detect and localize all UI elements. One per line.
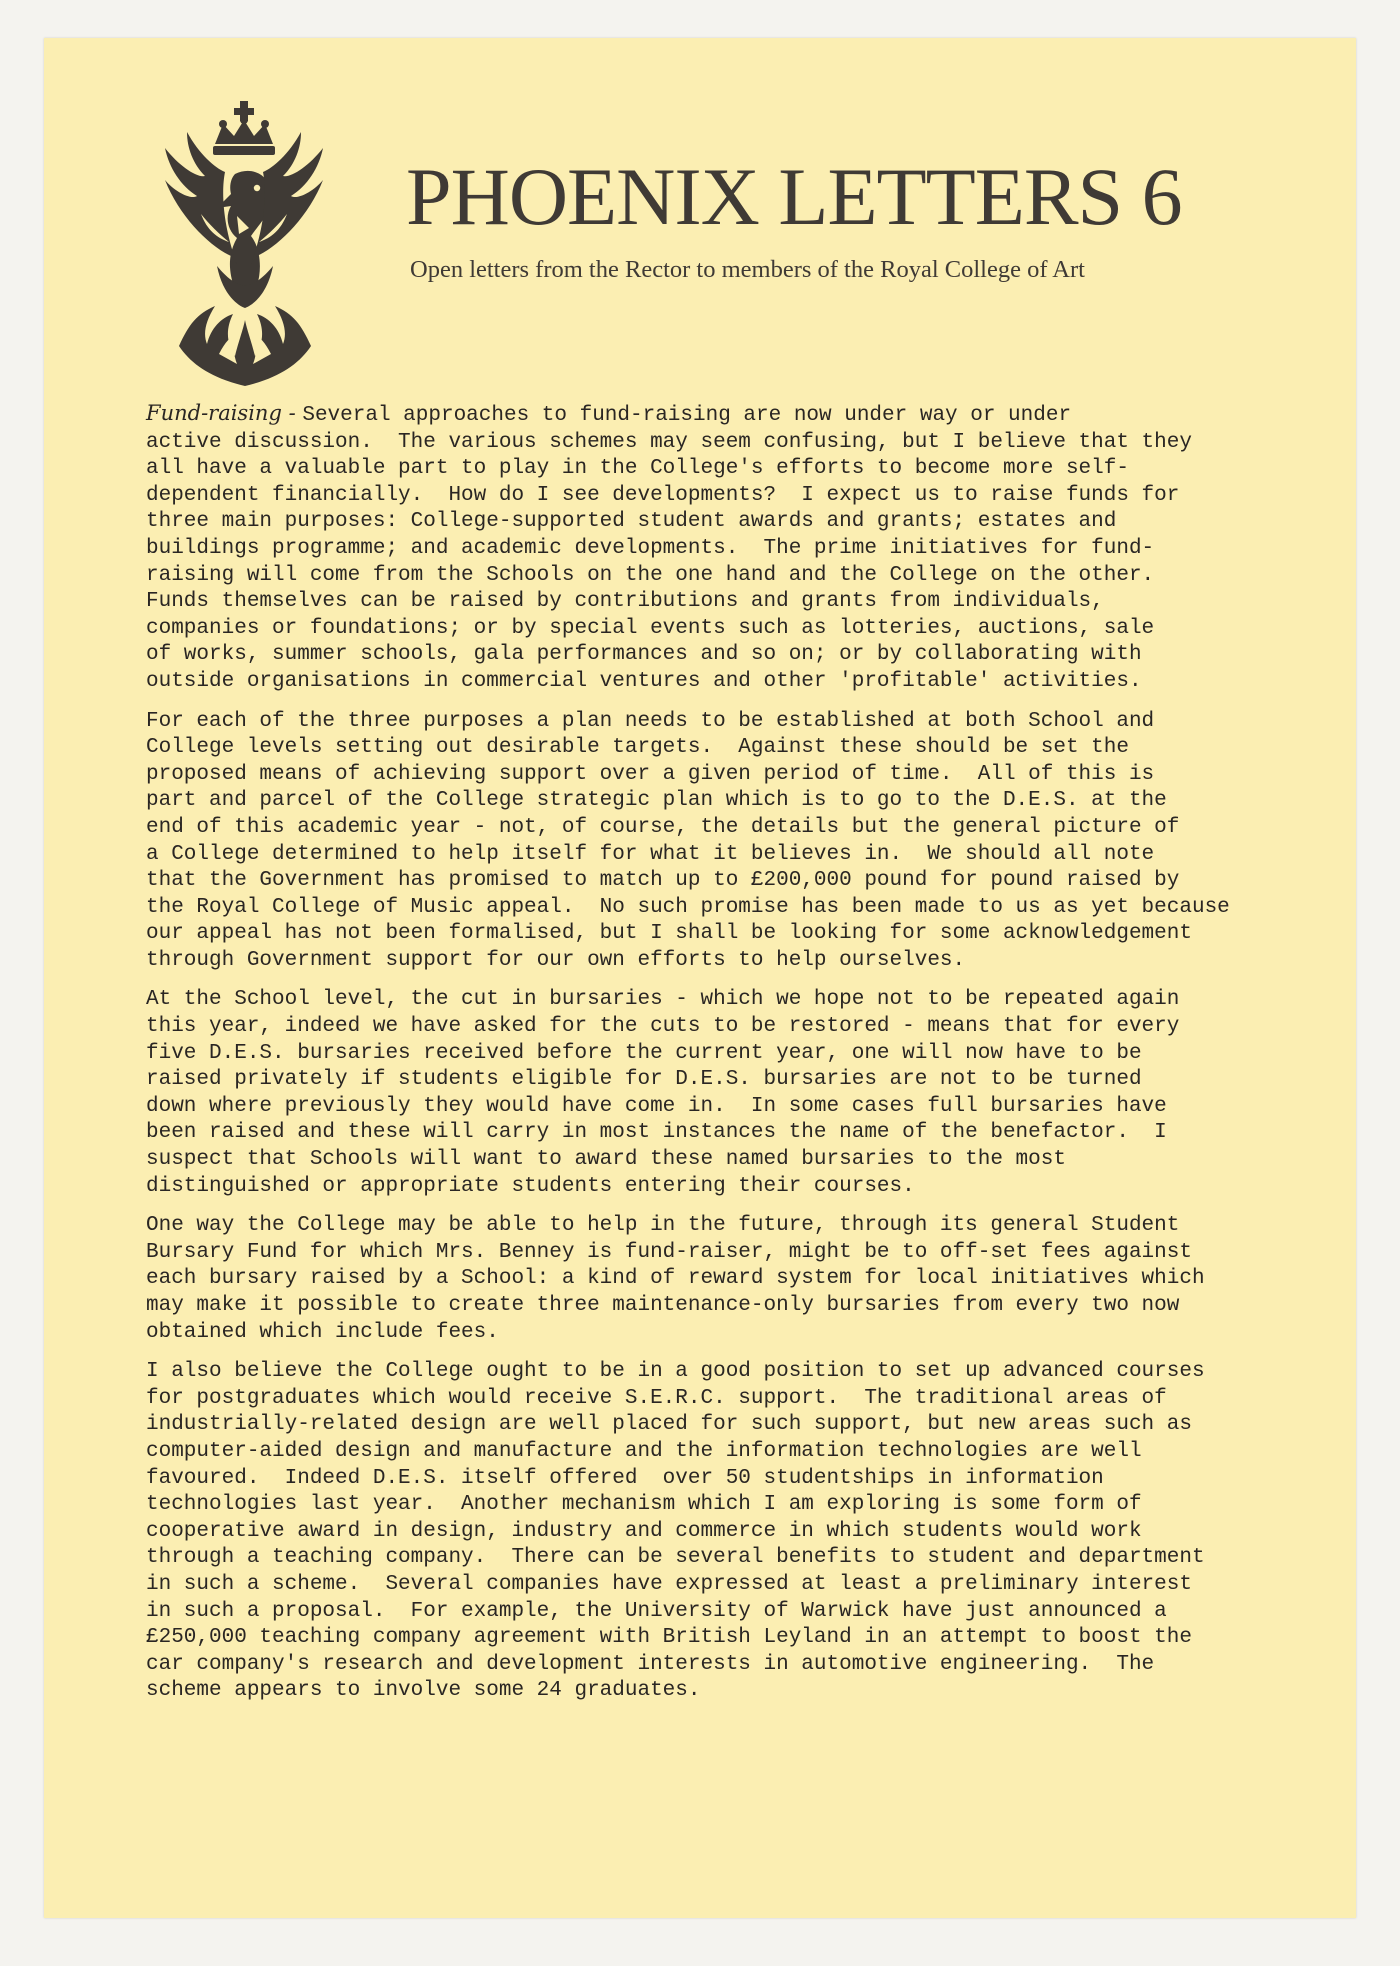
- text-line: of works, summer schools, gala performances and so on; or by collaborating with: [146, 643, 1142, 667]
- text-line: companies or foundations; or by special events such as lotteries, auctions, sale: [146, 616, 1155, 640]
- section-lead: Fund-raising -: [146, 401, 303, 425]
- text-line: obtained which include fees.: [146, 1320, 499, 1344]
- text-line: part and parcel of the College strategic plan which is to go to the D.E.S. at the: [146, 789, 1167, 813]
- text-line: technologies last year. Another mechanism which I am exploring is some form of: [146, 1493, 1142, 1517]
- text-line: through a teaching company. There can be several benefits to student and department: [146, 1546, 1205, 1570]
- text-line: may make it possible to create three maintenance-only bursaries from every two now: [146, 1294, 1180, 1317]
- text-line: raised privately if students eligible for D.E.S. bursaries are not to be turned: [146, 1068, 1142, 1092]
- paragraph-advanced-courses: [146, 1359, 1346, 1705]
- paragraph-bursaries: [146, 987, 1346, 1200]
- text-line: each bursary raised by a School: a kind of reward system for local initiatives which: [146, 1267, 1205, 1291]
- text-line: outside organisations in commercial ventures and other 'profitable' activities.: [146, 669, 1142, 693]
- text-line: distinguished or appropriate students entering their courses.: [146, 1174, 915, 1198]
- text-line: Several approaches to fund-raising are now under way or under: [302, 404, 1072, 427]
- text-line: in such a scheme. Several companies have expressed at least a preliminary interest: [146, 1572, 1192, 1596]
- text-line: scheme appears to involve some 24 graduates.: [146, 1679, 701, 1703]
- letter-page: [44, 38, 1356, 1918]
- text-line: three main purposes: College-supported student awards and grants; estates and: [146, 510, 1117, 534]
- text-line: For each of the three purposes a plan needs to be established at both School and: [146, 709, 1155, 733]
- text-line: through Government support for our own efforts to help ourselves.: [146, 948, 966, 972]
- text-line: proposed means of achieving support over a given period of time. All of this is: [146, 762, 1155, 786]
- paragraph-bursary-fund: [146, 1213, 1346, 1346]
- text-line: that the Government has promised to match up to £200,000 pound for pound raised by: [146, 869, 1180, 893]
- text-line: At the School level, the cut in bursaries - which we hope not to be repeated again: [146, 988, 1180, 1012]
- phoenix-crest-icon: [139, 96, 349, 396]
- text-line: Funds themselves can be raised by contributions and grants from individuals,: [146, 590, 1104, 614]
- text-line: College levels setting out desirable targets. Against these should be set the: [146, 736, 1129, 760]
- page-subtitle: Open letters from the Rector to members of the Royal College of Art: [410, 256, 1085, 283]
- text-line: five D.E.S. bursaries received before the current year, one will now have to be: [146, 1041, 1142, 1065]
- paragraph-plans: [146, 709, 1346, 975]
- text-line: One way the College may be able to help in the future, through its general Student: [146, 1214, 1180, 1238]
- text-line: favoured. Indeed D.E.S. itself offered over 50 studentships in information: [146, 1466, 1104, 1490]
- text-line: suspect that Schools will want to award these named bursaries to the most: [146, 1148, 1066, 1172]
- page-title: PHOENIX LETTERS 6: [406, 151, 1182, 242]
- letter-body: [146, 400, 1346, 1718]
- text-line: in such a proposal. For example, the University of Warwick have just announced a: [146, 1599, 1167, 1623]
- text-line: our appeal has not been formalised, but I shall be looking for some acknowledgement: [146, 922, 1192, 946]
- text-line: raising will come from the Schools on the one hand and the College on the other.: [146, 563, 1155, 587]
- text-line: the Royal College of Music appeal. No such promise has been made to us as yet because: [146, 895, 1230, 919]
- text-line: been raised and these will carry in most instances the name of the benefactor. I: [146, 1121, 1167, 1145]
- text-line: £250,000 teaching company agreement with British Leyland in an attempt to boost the: [146, 1626, 1192, 1650]
- text-line: down where previously they would have come in. In some cases full bursaries have: [146, 1094, 1167, 1118]
- text-line: this year, indeed we have asked for the cuts to be restored - means that for every: [146, 1015, 1180, 1039]
- text-line: end of this academic year - not, of course, the details but the general picture of: [146, 815, 1180, 839]
- text-line: a College determined to help itself for what it believes in. We should all note: [146, 842, 1155, 866]
- text-line: I also believe the College ought to be in a good position to set up advanced courses: [146, 1360, 1205, 1384]
- text-line: dependent financially. How do I see developments? I expect us to raise funds for: [146, 483, 1180, 507]
- text-line: all have a valuable part to play in the College's efforts to become more self-: [146, 457, 1129, 481]
- text-line: active discussion. The various schemes may seem confusing, but I believe that they: [146, 430, 1192, 454]
- text-line: cooperative award in design, industry and commerce in which students would work: [146, 1519, 1142, 1543]
- text-line: buildings programme; and academic developments. The prime initiatives for fund-: [146, 536, 1155, 560]
- paragraph-fund-raising: [146, 400, 1346, 696]
- text-line: for postgraduates which would receive S.E.R.C. support. The traditional areas of: [146, 1386, 1167, 1410]
- text-line: car company's research and development interests in automotive engineering. The: [146, 1652, 1155, 1676]
- text-line: Bursary Fund for which Mrs. Benney is fund-raiser, might be to off-set fees against: [146, 1240, 1192, 1264]
- text-line: industrially-related design are well placed for such support, but new areas such as: [146, 1413, 1192, 1437]
- text-line: computer-aided design and manufacture and the information technologies are well: [146, 1439, 1142, 1463]
